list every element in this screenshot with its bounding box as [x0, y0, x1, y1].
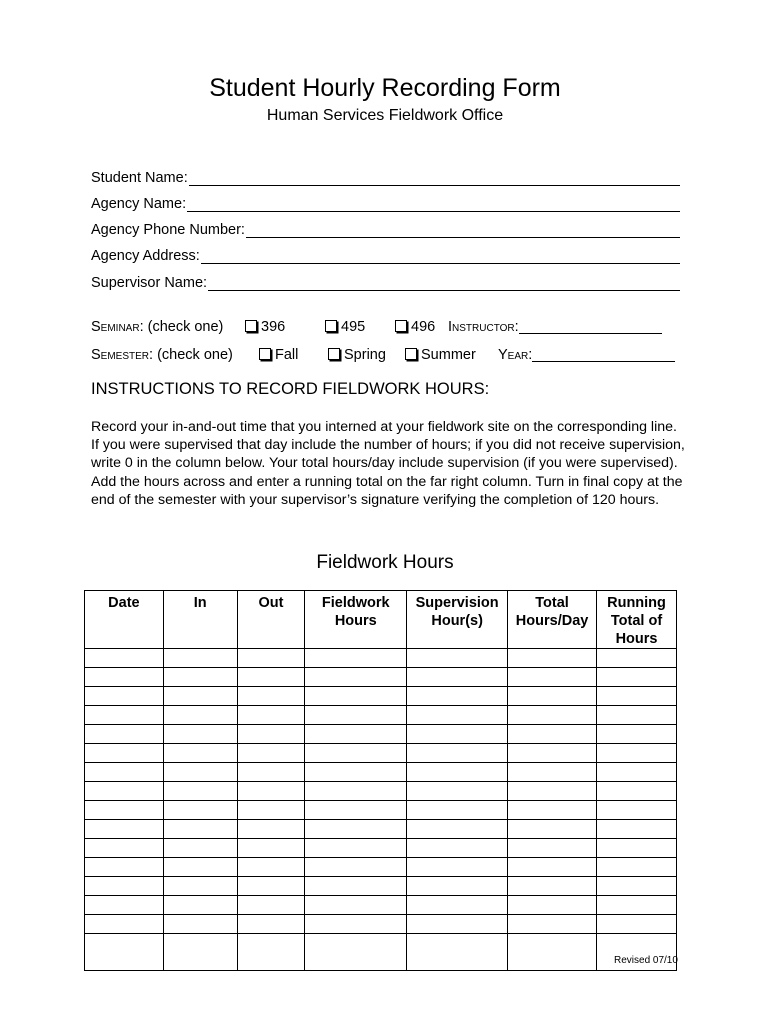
table-cell[interactable] — [407, 649, 508, 668]
table-cell[interactable] — [407, 820, 508, 839]
agency-name-field[interactable] — [91, 192, 680, 212]
table-cell[interactable] — [597, 725, 677, 744]
table-row — [85, 782, 677, 801]
table-cell[interactable] — [407, 896, 508, 915]
table-cell[interactable] — [163, 706, 237, 725]
table-cell[interactable] — [85, 763, 164, 782]
table-cell[interactable] — [508, 668, 597, 687]
table-cell[interactable] — [163, 763, 237, 782]
table-cell[interactable] — [85, 820, 164, 839]
table-cell[interactable] — [85, 782, 164, 801]
table-cell[interactable] — [163, 801, 237, 820]
student-name-label: Student Name: — [91, 170, 188, 186]
table-row — [85, 934, 677, 971]
table-cell[interactable] — [237, 649, 305, 668]
table-cell[interactable] — [407, 706, 508, 725]
year-line[interactable] — [532, 347, 675, 362]
table-cell[interactable] — [163, 649, 237, 668]
table-cell[interactable] — [508, 858, 597, 877]
table-cell[interactable] — [597, 687, 677, 706]
table-cell[interactable] — [85, 877, 164, 896]
table-cell[interactable] — [508, 934, 597, 971]
checkbox-icon[interactable] — [245, 320, 257, 332]
table-cell[interactable] — [163, 687, 237, 706]
instructor-line[interactable] — [519, 319, 662, 334]
table-cell[interactable] — [508, 763, 597, 782]
table-cell[interactable] — [508, 896, 597, 915]
supervisor-name-label: Supervisor Name: — [91, 275, 208, 291]
table-cell[interactable] — [305, 820, 407, 839]
table-cell[interactable] — [237, 763, 305, 782]
table-cell[interactable] — [237, 782, 305, 801]
table-cell[interactable] — [508, 725, 597, 744]
seminar-option-495[interactable]: 495 — [325, 319, 365, 335]
table-cell[interactable] — [508, 801, 597, 820]
table-cell[interactable] — [597, 782, 677, 801]
table-cell[interactable] — [407, 668, 508, 687]
table-title: Fieldwork Hours — [316, 552, 454, 573]
table-cell[interactable] — [597, 763, 677, 782]
table-cell[interactable] — [163, 896, 237, 915]
table-cell[interactable] — [305, 801, 407, 820]
table-cell[interactable] — [85, 934, 164, 971]
table-cell[interactable] — [407, 763, 508, 782]
table-cell[interactable] — [237, 725, 305, 744]
seminar-option-396[interactable]: 396 — [245, 319, 285, 335]
table-cell[interactable] — [237, 934, 305, 971]
table-cell[interactable] — [237, 896, 305, 915]
table-cell[interactable] — [597, 858, 677, 877]
agency-address-label: Agency Address: — [91, 248, 200, 264]
table-row — [85, 820, 677, 839]
table-cell[interactable] — [85, 896, 164, 915]
table-cell[interactable] — [597, 706, 677, 725]
semester-row — [91, 347, 680, 367]
table-cell[interactable] — [85, 649, 164, 668]
table-cell[interactable] — [597, 744, 677, 763]
table-cell[interactable] — [407, 934, 508, 971]
table-cell[interactable] — [237, 839, 305, 858]
table-cell[interactable] — [85, 858, 164, 877]
table-cell[interactable] — [85, 915, 164, 934]
table-cell[interactable] — [237, 801, 305, 820]
table-cell[interactable] — [305, 668, 407, 687]
column-header-in: In — [163, 591, 237, 649]
supervisor-name-field[interactable] — [91, 271, 680, 291]
table-row — [85, 763, 677, 782]
table-cell[interactable] — [597, 649, 677, 668]
table-body — [85, 649, 677, 971]
semester-option-spring[interactable]: Spring — [328, 347, 386, 363]
table-cell[interactable] — [305, 725, 407, 744]
table-cell[interactable] — [305, 896, 407, 915]
table-cell[interactable] — [163, 877, 237, 896]
table-cell[interactable] — [305, 649, 407, 668]
year-label: Year: — [498, 347, 533, 363]
table-row — [85, 649, 677, 668]
column-header-running-total: Running Total of Hours — [597, 591, 677, 649]
table-cell[interactable] — [237, 744, 305, 763]
table-row — [85, 915, 677, 934]
instructor-label: Instructor: — [448, 319, 519, 335]
table-cell[interactable] — [237, 820, 305, 839]
table-cell[interactable] — [163, 934, 237, 971]
agency-name-line[interactable] — [187, 196, 680, 212]
table-cell[interactable] — [508, 839, 597, 858]
semester-label: Semester: — [91, 347, 154, 363]
table-cell[interactable] — [305, 934, 407, 971]
table-row — [85, 725, 677, 744]
table-cell[interactable] — [597, 896, 677, 915]
table-cell[interactable] — [305, 782, 407, 801]
seminar-option-496[interactable]: 496 — [395, 319, 435, 335]
table-cell[interactable] — [237, 668, 305, 687]
agency-phone-field[interactable] — [91, 218, 680, 238]
table-row — [85, 801, 677, 820]
seminar-label: Seminar: — [91, 319, 144, 335]
column-header-out: Out — [237, 591, 305, 649]
table-cell[interactable] — [508, 820, 597, 839]
table-cell[interactable] — [597, 801, 677, 820]
table-cell[interactable] — [163, 668, 237, 687]
semester-option-fall[interactable]: Fall — [259, 347, 298, 363]
table-cell[interactable] — [85, 801, 164, 820]
student-name-field[interactable] — [91, 166, 680, 186]
checkbox-icon[interactable] — [328, 348, 340, 360]
agency-phone-line[interactable] — [246, 222, 680, 238]
table-cell[interactable] — [85, 725, 164, 744]
table-cell[interactable] — [305, 706, 407, 725]
table-cell[interactable] — [407, 782, 508, 801]
table-cell[interactable] — [407, 877, 508, 896]
table-cell[interactable] — [85, 687, 164, 706]
table-cell[interactable] — [85, 668, 164, 687]
agency-address-field[interactable] — [91, 244, 680, 264]
table-cell[interactable] — [407, 687, 508, 706]
table-cell[interactable] — [237, 858, 305, 877]
checkbox-icon[interactable] — [405, 348, 417, 360]
table-cell[interactable] — [597, 820, 677, 839]
agency-phone-label: Agency Phone Number: — [91, 222, 245, 238]
table-cell[interactable] — [163, 858, 237, 877]
table-cell[interactable] — [163, 820, 237, 839]
table-cell[interactable] — [508, 877, 597, 896]
table-cell[interactable] — [508, 744, 597, 763]
table-row — [85, 706, 677, 725]
semester-option-summer[interactable]: Summer — [405, 347, 476, 363]
table-cell[interactable] — [237, 706, 305, 725]
table-cell[interactable] — [407, 839, 508, 858]
seminar-row — [91, 319, 680, 339]
table-cell[interactable] — [85, 706, 164, 725]
form-title: Student Hourly Recording Form — [209, 74, 561, 102]
form-subtitle: Human Services Fieldwork Office — [266, 107, 504, 124]
table-cell[interactable] — [508, 649, 597, 668]
agency-address-line[interactable] — [201, 248, 680, 264]
seminar-hint: (check one) — [147, 319, 224, 335]
table-cell[interactable] — [597, 877, 677, 896]
agency-name-label: Agency Name: — [91, 196, 187, 212]
table-cell[interactable] — [508, 706, 597, 725]
table-cell[interactable] — [305, 877, 407, 896]
checkbox-icon[interactable] — [259, 348, 271, 360]
table-cell[interactable] — [305, 744, 407, 763]
revised-date: Revised 07/10 — [614, 955, 678, 966]
table-cell[interactable] — [407, 725, 508, 744]
table-cell[interactable] — [305, 839, 407, 858]
column-header-supervision-hours: Supervision Hour(s) — [407, 591, 508, 649]
column-header-date: Date — [85, 591, 164, 649]
supervisor-name-line[interactable] — [208, 275, 680, 291]
table-cell[interactable] — [508, 915, 597, 934]
table-cell[interactable] — [305, 687, 407, 706]
instructions-heading: INSTRUCTIONS TO RECORD FIELDWORK HOURS: — [91, 380, 490, 398]
table-cell[interactable] — [305, 763, 407, 782]
table-cell[interactable] — [163, 782, 237, 801]
table-cell[interactable] — [305, 858, 407, 877]
checkbox-icon[interactable] — [325, 320, 337, 332]
table-row — [85, 858, 677, 877]
column-header-total-hours: Total Hours/Day — [508, 591, 597, 649]
table-cell[interactable] — [237, 915, 305, 934]
table-cell[interactable] — [508, 687, 597, 706]
table-cell[interactable] — [508, 782, 597, 801]
table-row — [85, 744, 677, 763]
table-cell[interactable] — [237, 877, 305, 896]
table-cell[interactable] — [597, 839, 677, 858]
table-cell[interactable] — [237, 687, 305, 706]
table-cell[interactable] — [163, 839, 237, 858]
table-cell[interactable] — [305, 915, 407, 934]
table-cell[interactable] — [163, 915, 237, 934]
table-cell[interactable] — [407, 915, 508, 934]
table-cell[interactable] — [85, 744, 164, 763]
table-row — [85, 839, 677, 858]
table-cell[interactable] — [163, 744, 237, 763]
table-row — [85, 896, 677, 915]
table-row — [85, 877, 677, 896]
table-row — [85, 668, 677, 687]
semester-hint: (check one) — [157, 347, 233, 363]
table-cell[interactable] — [407, 744, 508, 763]
table-row — [85, 687, 677, 706]
fieldwork-hours-table — [84, 590, 677, 971]
table-cell[interactable] — [407, 858, 508, 877]
student-name-line[interactable] — [189, 170, 680, 186]
table-cell[interactable] — [597, 668, 677, 687]
instructions-body: Record your in-and-out time that you interned at your fieldwork site on the corresponding line. If you were supervised that day include the number of hours; if you did not receive supervision, write 0 in the column below. Your total hours/day include supervision (if you were supervised). Add the hours across and enter a running total on the far right column. Turn in final copy at the end of the semester with your supervisor’s signature verifying the completion of 120 hours. — [91, 419, 685, 508]
table-cell[interactable] — [85, 839, 164, 858]
table-cell[interactable] — [407, 801, 508, 820]
table-cell[interactable] — [163, 725, 237, 744]
column-header-fieldwork-hours: Fieldwork Hours — [305, 591, 407, 649]
table-cell[interactable] — [597, 915, 677, 934]
checkbox-icon[interactable] — [395, 320, 407, 332]
